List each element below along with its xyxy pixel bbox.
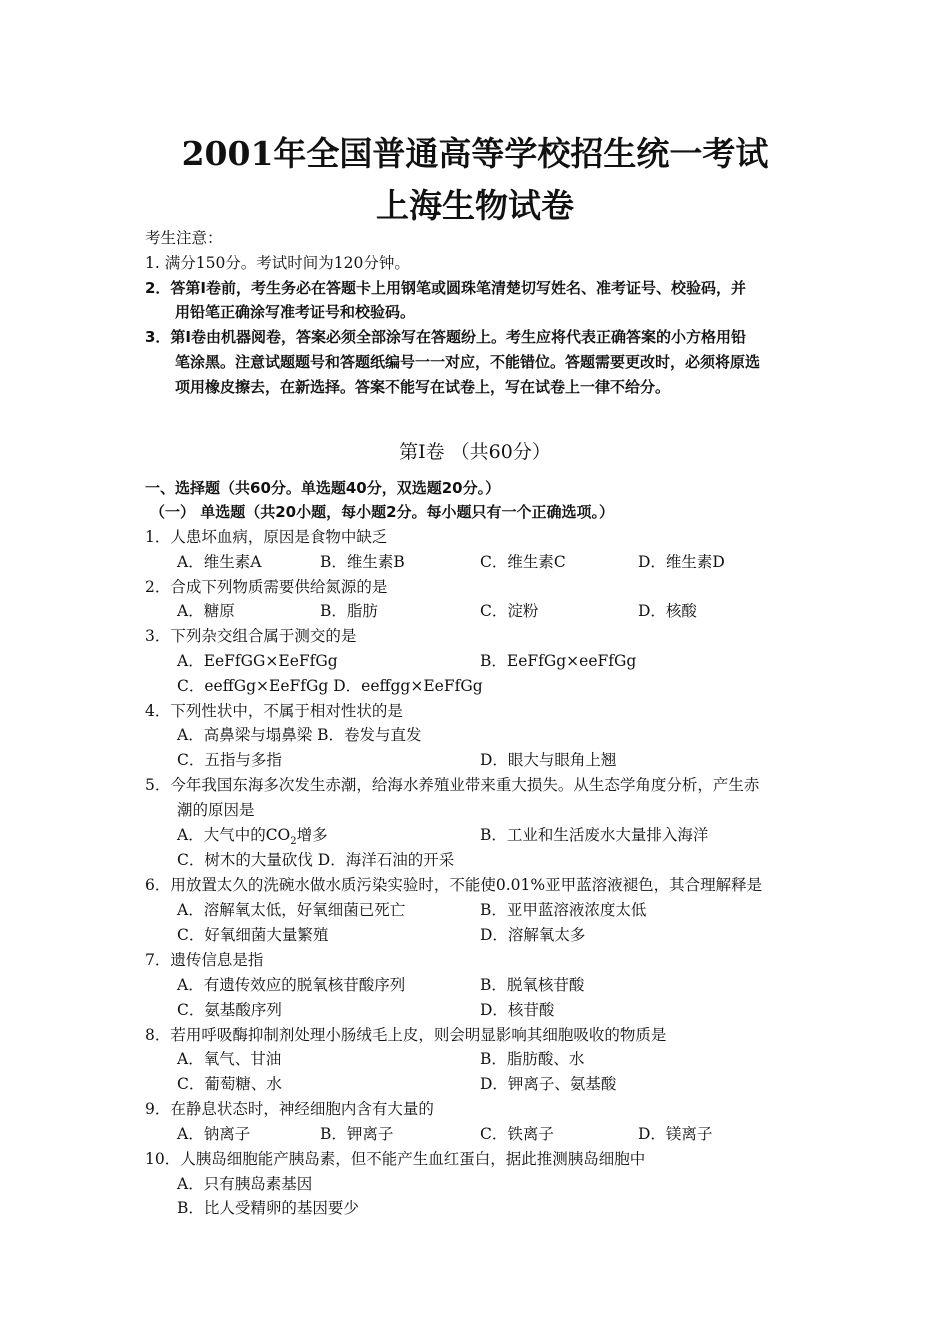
- question-6-option-c: C．好氧细菌大量繁殖: [177, 926, 329, 944]
- question-6-stem: 6．用放置太久的洗碗水做水质污染实验时，不能使0.01%亚甲蓝溶液褪色，其合理解释是: [145, 876, 763, 894]
- question-2-stem: 2．合成下列物质需要供给氮源的是: [145, 578, 388, 596]
- question-8-option-a: A．氧气、甘油: [177, 1050, 282, 1068]
- question-2-option-b: B．脂肪: [320, 602, 378, 620]
- question-10-option-a: A．只有胰岛素基因: [177, 1175, 313, 1193]
- question-1-option-d: D．维生素D: [638, 553, 725, 571]
- question-5-option-a-text: A．大气中的CO: [177, 826, 291, 844]
- notice-item-3-cont1: 笔涂黑。注意试题题号和答题纸编号一一对应，不能错位。答题需要更改时，必须将原选: [175, 353, 761, 371]
- notice-item-2-cont: 用铅笔正确涂写准考证号和校验码。: [175, 303, 416, 321]
- section-title: 第Ⅰ卷 （共60分）: [399, 441, 551, 463]
- question-5-stem-cont: 潮的原因是: [177, 801, 255, 819]
- question-5-option-b: B．工业和生活废水大量排入海洋: [480, 826, 709, 844]
- question-8-option-b: B．脂肪酸、水: [480, 1050, 585, 1068]
- question-7-option-a: A．有遗传效应的脱氧核苷酸序列: [177, 976, 406, 994]
- question-5-stem: 5．今年我国东海多次发生赤潮，给海水养殖业带来重大损失。从生态学角度分析，产生赤: [145, 776, 760, 794]
- question-7-option-c: C．氨基酸序列: [177, 1001, 282, 1019]
- question-9-option-d: D．镁离子: [638, 1125, 713, 1143]
- exam-title: 2001年全国普通高等学校招生统一考试: [181, 134, 769, 173]
- part1-subheading: （一） 单选题（共20小题，每小题2分。每小题只有一个正确选项。）: [150, 503, 615, 521]
- question-6-option-a: A．溶解氧太低，好氧细菌已死亡: [177, 901, 406, 919]
- notice-item-1: 1. 满分150分。考试时间为120分钟。: [145, 254, 410, 272]
- question-8-option-c: C．葡萄糖、水: [177, 1075, 282, 1093]
- question-8-stem: 8．若用呼吸酶抑制剂处理小肠绒毛上皮，则会明显影响其细胞吸收的物质是: [145, 1026, 667, 1044]
- question-9-option-b: B．钾离子: [320, 1125, 394, 1143]
- question-3-option-a: A．EeFfGG×EeFfGg: [177, 652, 338, 670]
- question-4-option-c: C．五指与多指: [177, 751, 282, 769]
- question-7-option-b: B．脱氧核苷酸: [480, 976, 585, 994]
- question-8-option-d: D．钾离子、氨基酸: [480, 1075, 617, 1093]
- question-4-options-ab: A．高鼻梁与塌鼻梁 B．卷发与直发: [177, 726, 422, 744]
- question-10-stem: 10．人胰岛细胞能产胰岛素，但不能产生血红蛋白，据此推测胰岛细胞中: [145, 1150, 646, 1168]
- question-1-option-c: C．维生素C: [480, 553, 566, 571]
- question-4-option-d: D．眼大与眼角上翘: [480, 751, 617, 769]
- question-4-stem: 4．下列性状中，不属于相对性状的是: [145, 702, 403, 720]
- exam-subtitle: 上海生物试卷: [376, 186, 574, 225]
- question-5-option-a-subscript: 2: [290, 836, 297, 848]
- question-5-options-cd: C．树木的大量砍伐 D．海洋石油的开采: [177, 851, 455, 869]
- question-3-stem: 3．下列杂交组合属于测交的是: [145, 627, 357, 645]
- question-3-options-cd: C．eeffGg×EeFfGg D．eeffgg×EeFfGg: [177, 677, 483, 695]
- question-9-stem: 9．在静息状态时，神经细胞内含有大量的: [145, 1100, 434, 1118]
- part1-heading: 一、选择题（共60分。单选题40分，双选题20分。）: [145, 479, 501, 497]
- question-6-option-b: B．亚甲蓝溶液浓度太低: [480, 901, 647, 919]
- question-7-stem: 7．遗传信息是指: [145, 951, 264, 969]
- question-6-option-d: D．溶解氧太多: [480, 926, 586, 944]
- question-1-option-a: A．维生素A: [177, 553, 262, 571]
- question-1-option-b: B．维生素B: [320, 553, 405, 571]
- question-2-option-d: D．核酸: [638, 602, 697, 620]
- question-5-option-a: [177, 825, 328, 852]
- question-1-stem: 1．人患坏血病，原因是食物中缺乏: [145, 528, 388, 546]
- question-7-option-d: D．核苷酸: [480, 1001, 555, 1019]
- notice-heading: 考生注意：: [145, 229, 223, 247]
- question-9-option-a: A．钠离子: [177, 1125, 251, 1143]
- question-9-option-c: C．铁离子: [480, 1125, 554, 1143]
- question-2-option-c: C．淀粉: [480, 602, 539, 620]
- notice-item-3-cont2: 项用橡皮擦去，在新选择。答案不能写在试卷上，写在试卷上一律不给分。: [175, 378, 671, 396]
- question-10-option-b: B．比人受精卵的基因要少: [177, 1199, 359, 1217]
- notice-item-3: 3．第Ⅰ卷由机器阅卷，答案必须全部涂写在答题纷上。考生应将代表正确答案的小方格用铅: [145, 328, 747, 346]
- notice-item-2: 2．答第Ⅰ卷前，考生务必在答题卡上用钢笔或圆珠笔清楚切写姓名、准考证号、校验码，并: [145, 279, 747, 297]
- question-3-option-b: B．EeFfGg×eeFfGg: [480, 652, 637, 670]
- question-5-option-a-text-end: 增多: [296, 826, 328, 844]
- question-2-option-a: A．糖原: [177, 602, 235, 620]
